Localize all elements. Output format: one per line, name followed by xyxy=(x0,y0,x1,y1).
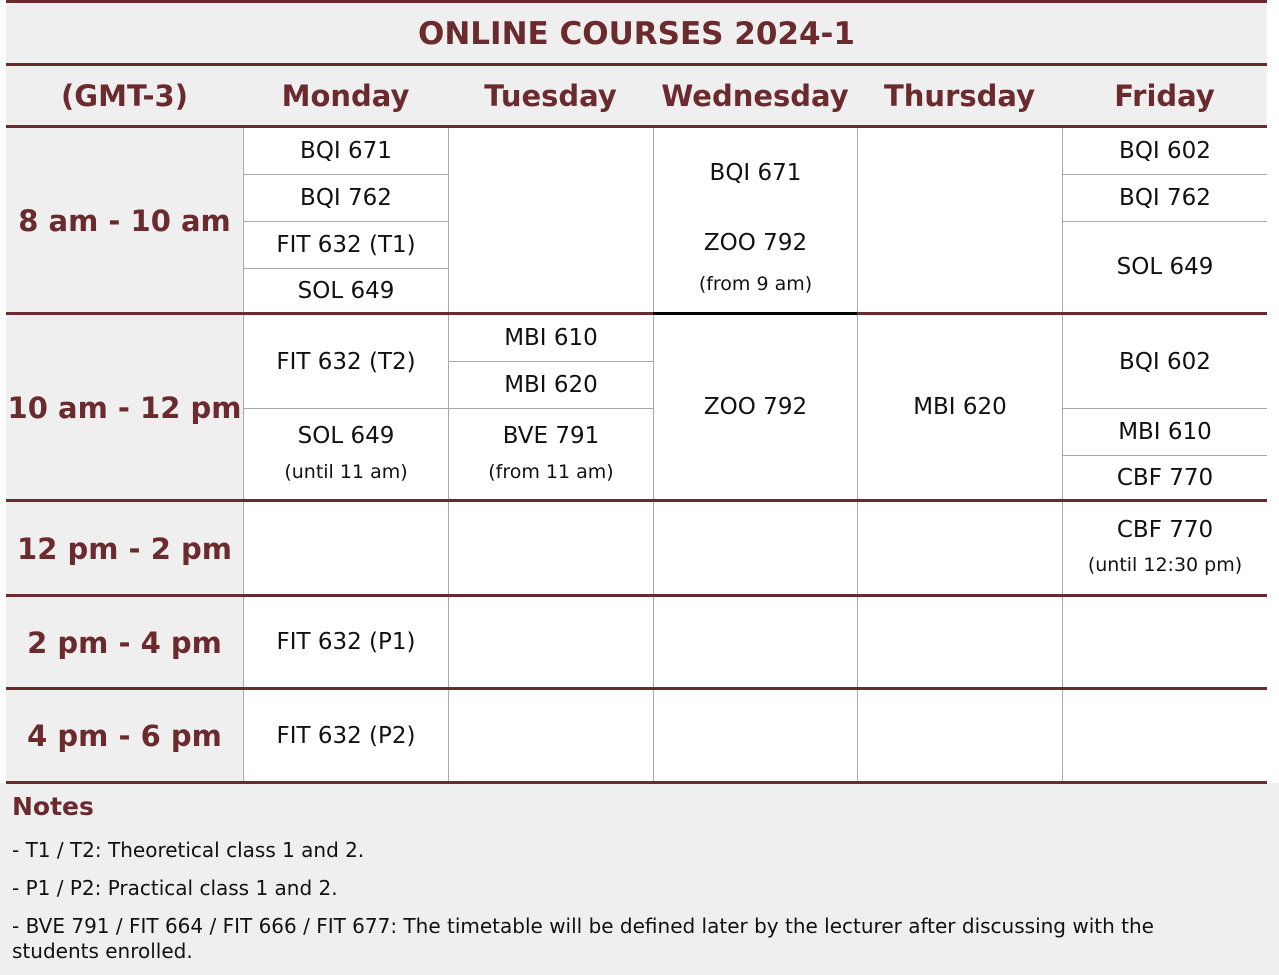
course-cell: ZOO 792 xyxy=(703,230,808,256)
course-cell: CBF 770 xyxy=(1116,517,1214,543)
page-title: ONLINE COURSES 2024-1 xyxy=(418,16,855,52)
course-cell: BQI 762 xyxy=(1119,185,1211,211)
course-note: (until 11 am) xyxy=(284,461,408,483)
course-cell: BQI 602 xyxy=(1119,138,1211,164)
time-label: 2 pm - 4 pm xyxy=(27,625,222,660)
grid-line xyxy=(448,408,653,409)
time-label: 12 pm - 2 pm xyxy=(17,531,232,566)
course-cell: FIT 632 (P1) xyxy=(276,629,416,655)
notes-heading: Notes xyxy=(12,792,94,821)
course-cell: BQI 671 xyxy=(709,160,802,186)
course-cell: MBI 620 xyxy=(913,394,1007,420)
course-cell: BQI 671 xyxy=(300,138,392,164)
course-cell: FIT 632 (P2) xyxy=(276,722,416,749)
course-cell: BVE 791 xyxy=(502,423,600,449)
day-header-thursday: Thursday xyxy=(884,79,1035,113)
note-line: - T1 / T2: Theoretical class 1 and 2. xyxy=(12,838,365,862)
course-note: (until 12:30 pm) xyxy=(1087,554,1243,576)
course-cell: BQI 762 xyxy=(300,185,392,211)
course-note: (from 9 am) xyxy=(698,273,813,295)
note-line: - P1 / P2: Practical class 1 and 2. xyxy=(12,876,338,900)
day-header-monday: Monday xyxy=(281,79,410,113)
note-line: - BVE 791 / FIT 664 / FIT 666 / FIT 677: The timetable will be defined later by the lecturer after discussing with the students enrolled. xyxy=(12,914,1154,963)
day-header-tuesday: Tuesday xyxy=(484,79,617,113)
course-cell: FIT 632 (T2) xyxy=(276,348,416,375)
course-cell: MBI 610 xyxy=(504,325,598,351)
time-label: 8 am - 10 am xyxy=(18,203,231,238)
time-label: 10 am - 12 pm xyxy=(7,391,242,425)
course-cell: BQI 602 xyxy=(1119,348,1211,375)
course-cell: ZOO 792 xyxy=(703,394,808,420)
day-header-wednesday: Wednesday xyxy=(661,79,849,113)
row-divider xyxy=(6,781,1267,784)
row-divider xyxy=(6,499,1267,502)
course-note: (from 11 am) xyxy=(488,461,614,483)
row-divider xyxy=(6,687,1267,690)
time-label: 4 pm - 6 pm xyxy=(27,719,222,753)
row-divider xyxy=(6,0,1267,3)
course-cell: CBF 770 xyxy=(1116,464,1214,491)
course-cell: MBI 620 xyxy=(504,372,598,398)
course-cell: SOL 649 xyxy=(297,423,395,449)
row-divider xyxy=(6,63,1267,66)
course-cell: SOL 649 xyxy=(297,277,395,304)
timezone-header: (GMT-3) xyxy=(61,79,188,113)
course-cell: FIT 632 (T1) xyxy=(276,232,416,258)
course-cell: MBI 610 xyxy=(1118,419,1212,445)
grid-line xyxy=(448,126,449,782)
day-header-friday: Friday xyxy=(1114,79,1215,113)
grid-line xyxy=(243,408,448,409)
course-cell: SOL 649 xyxy=(1116,254,1214,280)
row-divider xyxy=(6,594,1267,597)
